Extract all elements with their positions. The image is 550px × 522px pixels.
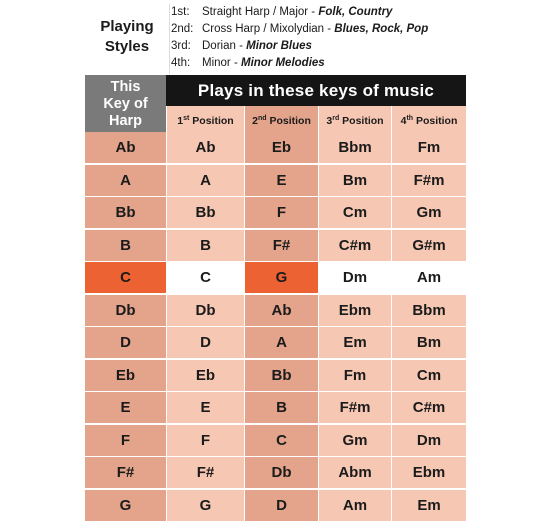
position-1-cell: F <box>166 425 244 456</box>
position-4-cell: Gm <box>391 197 466 228</box>
position-1-cell: Db <box>166 295 244 326</box>
position-number: 3 <box>326 115 333 127</box>
style-description: Dorian - <box>202 40 247 52</box>
harp-key-cell: F <box>85 425 166 456</box>
position-4-cell: Em <box>391 490 466 521</box>
table-row-highlighted <box>85 262 466 293</box>
position-3-cell: F#m <box>318 392 391 423</box>
position-4-cell: Bm <box>391 327 466 358</box>
playing-styles-title-line1: Playing <box>100 18 154 35</box>
position-3-cell: Am <box>318 490 391 521</box>
position-3-cell: Abm <box>318 457 391 488</box>
position-3-cell: Dm <box>318 262 391 293</box>
position-3-cell: Fm <box>318 360 391 391</box>
style-genre: Folk, Country <box>318 6 393 18</box>
position-number: 4 <box>400 115 407 127</box>
position-header <box>244 106 318 132</box>
table-row <box>85 392 466 423</box>
position-1-cell: B <box>166 230 244 261</box>
harp-key-cell: C <box>85 262 166 293</box>
position-header <box>318 106 391 132</box>
position-3-cell: Em <box>318 327 391 358</box>
position-3-cell: Bm <box>318 165 391 196</box>
harp-key-cell: Bb <box>85 197 166 228</box>
position-4-cell: Cm <box>391 360 466 391</box>
position-3-cell: Cm <box>318 197 391 228</box>
position-header <box>391 106 466 132</box>
position-suffix: nd <box>257 115 267 122</box>
position-suffix: st <box>183 115 190 122</box>
playing-styles-title <box>87 17 167 57</box>
position-3-cell: C#m <box>318 230 391 261</box>
harp-key-cell: D <box>85 327 166 358</box>
style-number: 3rd: <box>171 40 191 52</box>
position-label: Position <box>266 115 311 127</box>
position-2-cell: F <box>244 197 318 228</box>
position-4-cell: Am <box>391 262 466 293</box>
table-row <box>85 360 466 391</box>
position-2-cell: F# <box>244 230 318 261</box>
table-row <box>85 230 466 261</box>
position-label: Position <box>339 115 384 127</box>
position-1-cell: Eb <box>166 360 244 391</box>
harp-key-cell: Eb <box>85 360 166 391</box>
harp-key-header-line: Key of <box>103 96 148 112</box>
position-1-cell: C <box>166 262 244 293</box>
position-3-cell: Bbm <box>318 132 391 163</box>
position-2-cell: E <box>244 165 318 196</box>
position-2-cell: Db <box>244 457 318 488</box>
position-label: Position <box>189 115 234 127</box>
position-3-cell: Gm <box>318 425 391 456</box>
harp-key-cell: Ab <box>85 132 166 163</box>
style-genre: Minor Melodies <box>240 57 325 69</box>
harp-key-column-header <box>85 75 166 132</box>
position-2-cell: Ab <box>244 295 318 326</box>
table-row <box>85 165 466 196</box>
table-row <box>85 295 466 326</box>
table-row <box>85 197 466 228</box>
style-genre: Minor Blues <box>246 40 312 52</box>
position-2-cell: A <box>244 327 318 358</box>
playing-style-item <box>171 55 466 72</box>
position-1-cell: F# <box>166 457 244 488</box>
position-suffix: th <box>406 115 414 122</box>
position-3-cell: Ebm <box>318 295 391 326</box>
harp-key-header-line: This <box>110 79 141 95</box>
position-1-cell: D <box>166 327 244 358</box>
position-2-cell: C <box>244 425 318 456</box>
harp-key-cell: G <box>85 490 166 521</box>
harp-key-cell: Db <box>85 295 166 326</box>
style-description: Straight Harp / Major - <box>202 6 319 18</box>
style-number: 1st: <box>171 6 190 18</box>
position-header <box>166 106 244 132</box>
playing-style-item <box>171 38 466 55</box>
playing-style-item <box>171 21 466 38</box>
position-1-cell: Bb <box>166 197 244 228</box>
position-4-cell: F#m <box>391 165 466 196</box>
position-4-cell: Fm <box>391 132 466 163</box>
table-row <box>85 490 466 521</box>
style-description: Minor - <box>202 57 241 69</box>
harp-key-chart <box>85 0 466 514</box>
divider <box>169 4 170 74</box>
style-description: Cross Harp / Mixolydian - <box>202 23 335 35</box>
position-4-cell: C#m <box>391 392 466 423</box>
position-2-cell: B <box>244 392 318 423</box>
table-row <box>85 132 466 163</box>
key-table <box>85 132 466 522</box>
position-suffix: rd <box>332 115 340 122</box>
position-4-cell: Ebm <box>391 457 466 488</box>
position-2-cell: Bb <box>244 360 318 391</box>
position-1-cell: G <box>166 490 244 521</box>
position-number: 1 <box>177 115 184 127</box>
position-headers <box>166 106 466 132</box>
table-row <box>85 457 466 488</box>
position-4-cell: Dm <box>391 425 466 456</box>
position-label: Position <box>413 115 458 127</box>
playing-styles-list <box>171 4 466 72</box>
position-4-cell: Bbm <box>391 295 466 326</box>
table-row <box>85 327 466 358</box>
position-2-cell: D <box>244 490 318 521</box>
harp-key-cell: F# <box>85 457 166 488</box>
position-2-cell: G <box>244 262 318 293</box>
style-genre: Blues, Rock, Pop <box>334 23 429 35</box>
plays-in-keys-header: Plays in these keys of music <box>166 75 466 106</box>
playing-style-item <box>171 4 466 21</box>
position-1-cell: A <box>166 165 244 196</box>
position-4-cell: G#m <box>391 230 466 261</box>
harp-key-cell: E <box>85 392 166 423</box>
harp-key-cell: B <box>85 230 166 261</box>
position-number: 2 <box>252 115 258 127</box>
table-row <box>85 425 466 456</box>
position-1-cell: Ab <box>166 132 244 163</box>
position-2-cell: Eb <box>244 132 318 163</box>
style-number: 4th: <box>171 57 191 69</box>
harp-key-header-line: Harp <box>108 113 143 129</box>
harp-key-cell: A <box>85 165 166 196</box>
position-1-cell: E <box>166 392 244 423</box>
playing-styles-section <box>85 0 466 75</box>
style-number: 2nd: <box>171 23 194 35</box>
playing-styles-title-line2: Styles <box>104 38 150 55</box>
